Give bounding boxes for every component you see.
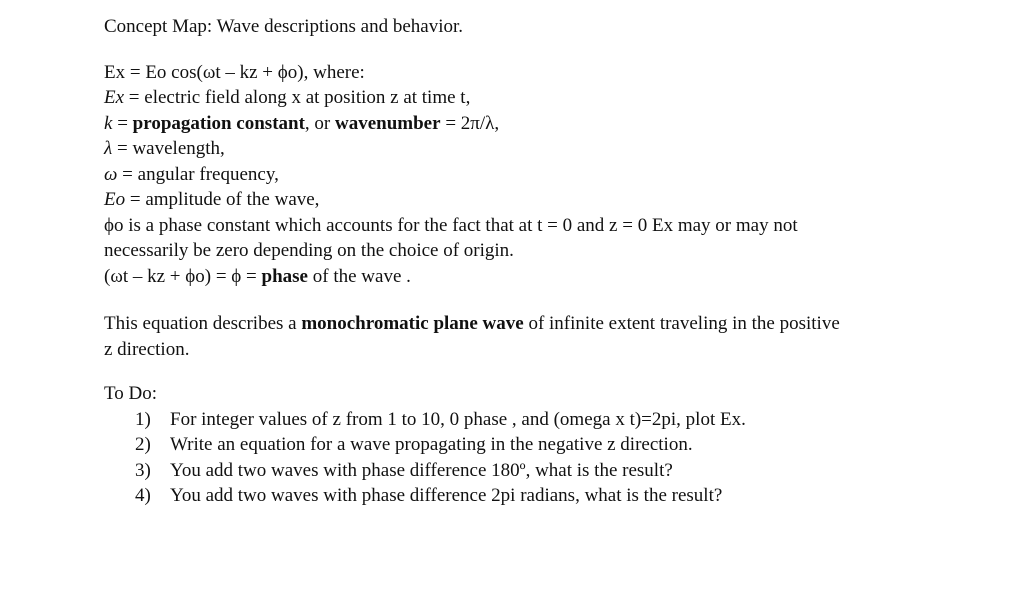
todo-item-text: Write an equation for a wave propagating in the negative z direction.	[170, 434, 693, 455]
definition-text: wavelength,	[132, 138, 225, 159]
phase-constant-line-1: ϕo is a phase constant which accounts for the fact that at t = 0 and z = 0 Ex may or may not	[104, 214, 798, 236]
definition-separator: =	[112, 112, 133, 134]
todo-item	[104, 432, 1004, 458]
page-title: Concept Map: Wave descriptions and behavior.	[104, 16, 464, 37]
wave-equation: Ex = Eo cos(ωt – kz + ϕo), where:	[104, 61, 365, 83]
spacer	[104, 362, 1004, 381]
definition-k	[104, 111, 1004, 137]
definition-separator: =	[117, 163, 138, 185]
phase-definition	[104, 264, 1004, 290]
document	[104, 14, 1004, 509]
todo-item	[104, 483, 1004, 509]
definition-text: electric field along x at position z at time t,	[144, 87, 471, 108]
todo-item-number: 3)	[135, 459, 151, 481]
definition-symbol: Ex	[104, 87, 125, 108]
definition-text: , or	[304, 112, 335, 134]
definition-symbol: k	[104, 112, 113, 134]
todo-item-number: 1)	[135, 408, 151, 430]
todo-item	[104, 407, 1004, 433]
description-line-1	[104, 311, 1004, 337]
definition-lambda	[104, 136, 1004, 162]
todo-item-text: You add two waves with phase difference 2pi radians, what is the result?	[170, 485, 723, 506]
definition-ex	[104, 85, 1004, 111]
phase-constant-line-2: necessarily be zero depending on the choice of origin.	[104, 240, 514, 261]
definition-separator: =	[124, 87, 145, 108]
definition-symbol: ω	[104, 163, 118, 185]
spacer	[104, 289, 1004, 311]
todo-item-number: 2)	[135, 434, 151, 455]
definition-omega	[104, 162, 1004, 188]
todo-list	[104, 407, 1004, 509]
todo-item-text: You add two waves with phase difference 180º, what is the result?	[170, 459, 673, 481]
definition-text: angular frequency,	[137, 163, 279, 185]
definition-eo	[104, 187, 1004, 213]
spacer	[104, 40, 1004, 60]
definition-separator: =	[125, 189, 146, 210]
description-pre: This equation describes a	[104, 313, 302, 334]
phase-pre: (ωt – kz + ϕo) = ϕ =	[104, 265, 262, 287]
definition-separator: =	[112, 138, 133, 159]
definition-text-2: = 2π/λ,	[440, 112, 500, 134]
todo-heading: To Do:	[104, 383, 158, 404]
todo-item-text: For integer values of z from 1 to 10, 0 phase , and (omega x t)=2pi, plot Ex.	[170, 408, 746, 430]
description-bold-term: monochromatic plane wave	[301, 313, 524, 334]
todo-item	[104, 458, 1004, 484]
phase-post: of the wave .	[308, 265, 411, 287]
phase-bold-term: phase	[261, 265, 308, 287]
todo-item-number: 4)	[135, 485, 151, 506]
description-line-2: z direction.	[104, 338, 190, 360]
definition-bold-term-2: wavenumber	[335, 112, 441, 134]
definition-symbol: λ	[104, 138, 113, 159]
description-post: of infinite extent traveling in the positive	[523, 313, 840, 334]
definition-symbol: Eo	[104, 189, 126, 210]
definition-text: amplitude of the wave,	[145, 189, 320, 210]
definition-bold-term: propagation constant	[132, 112, 305, 134]
